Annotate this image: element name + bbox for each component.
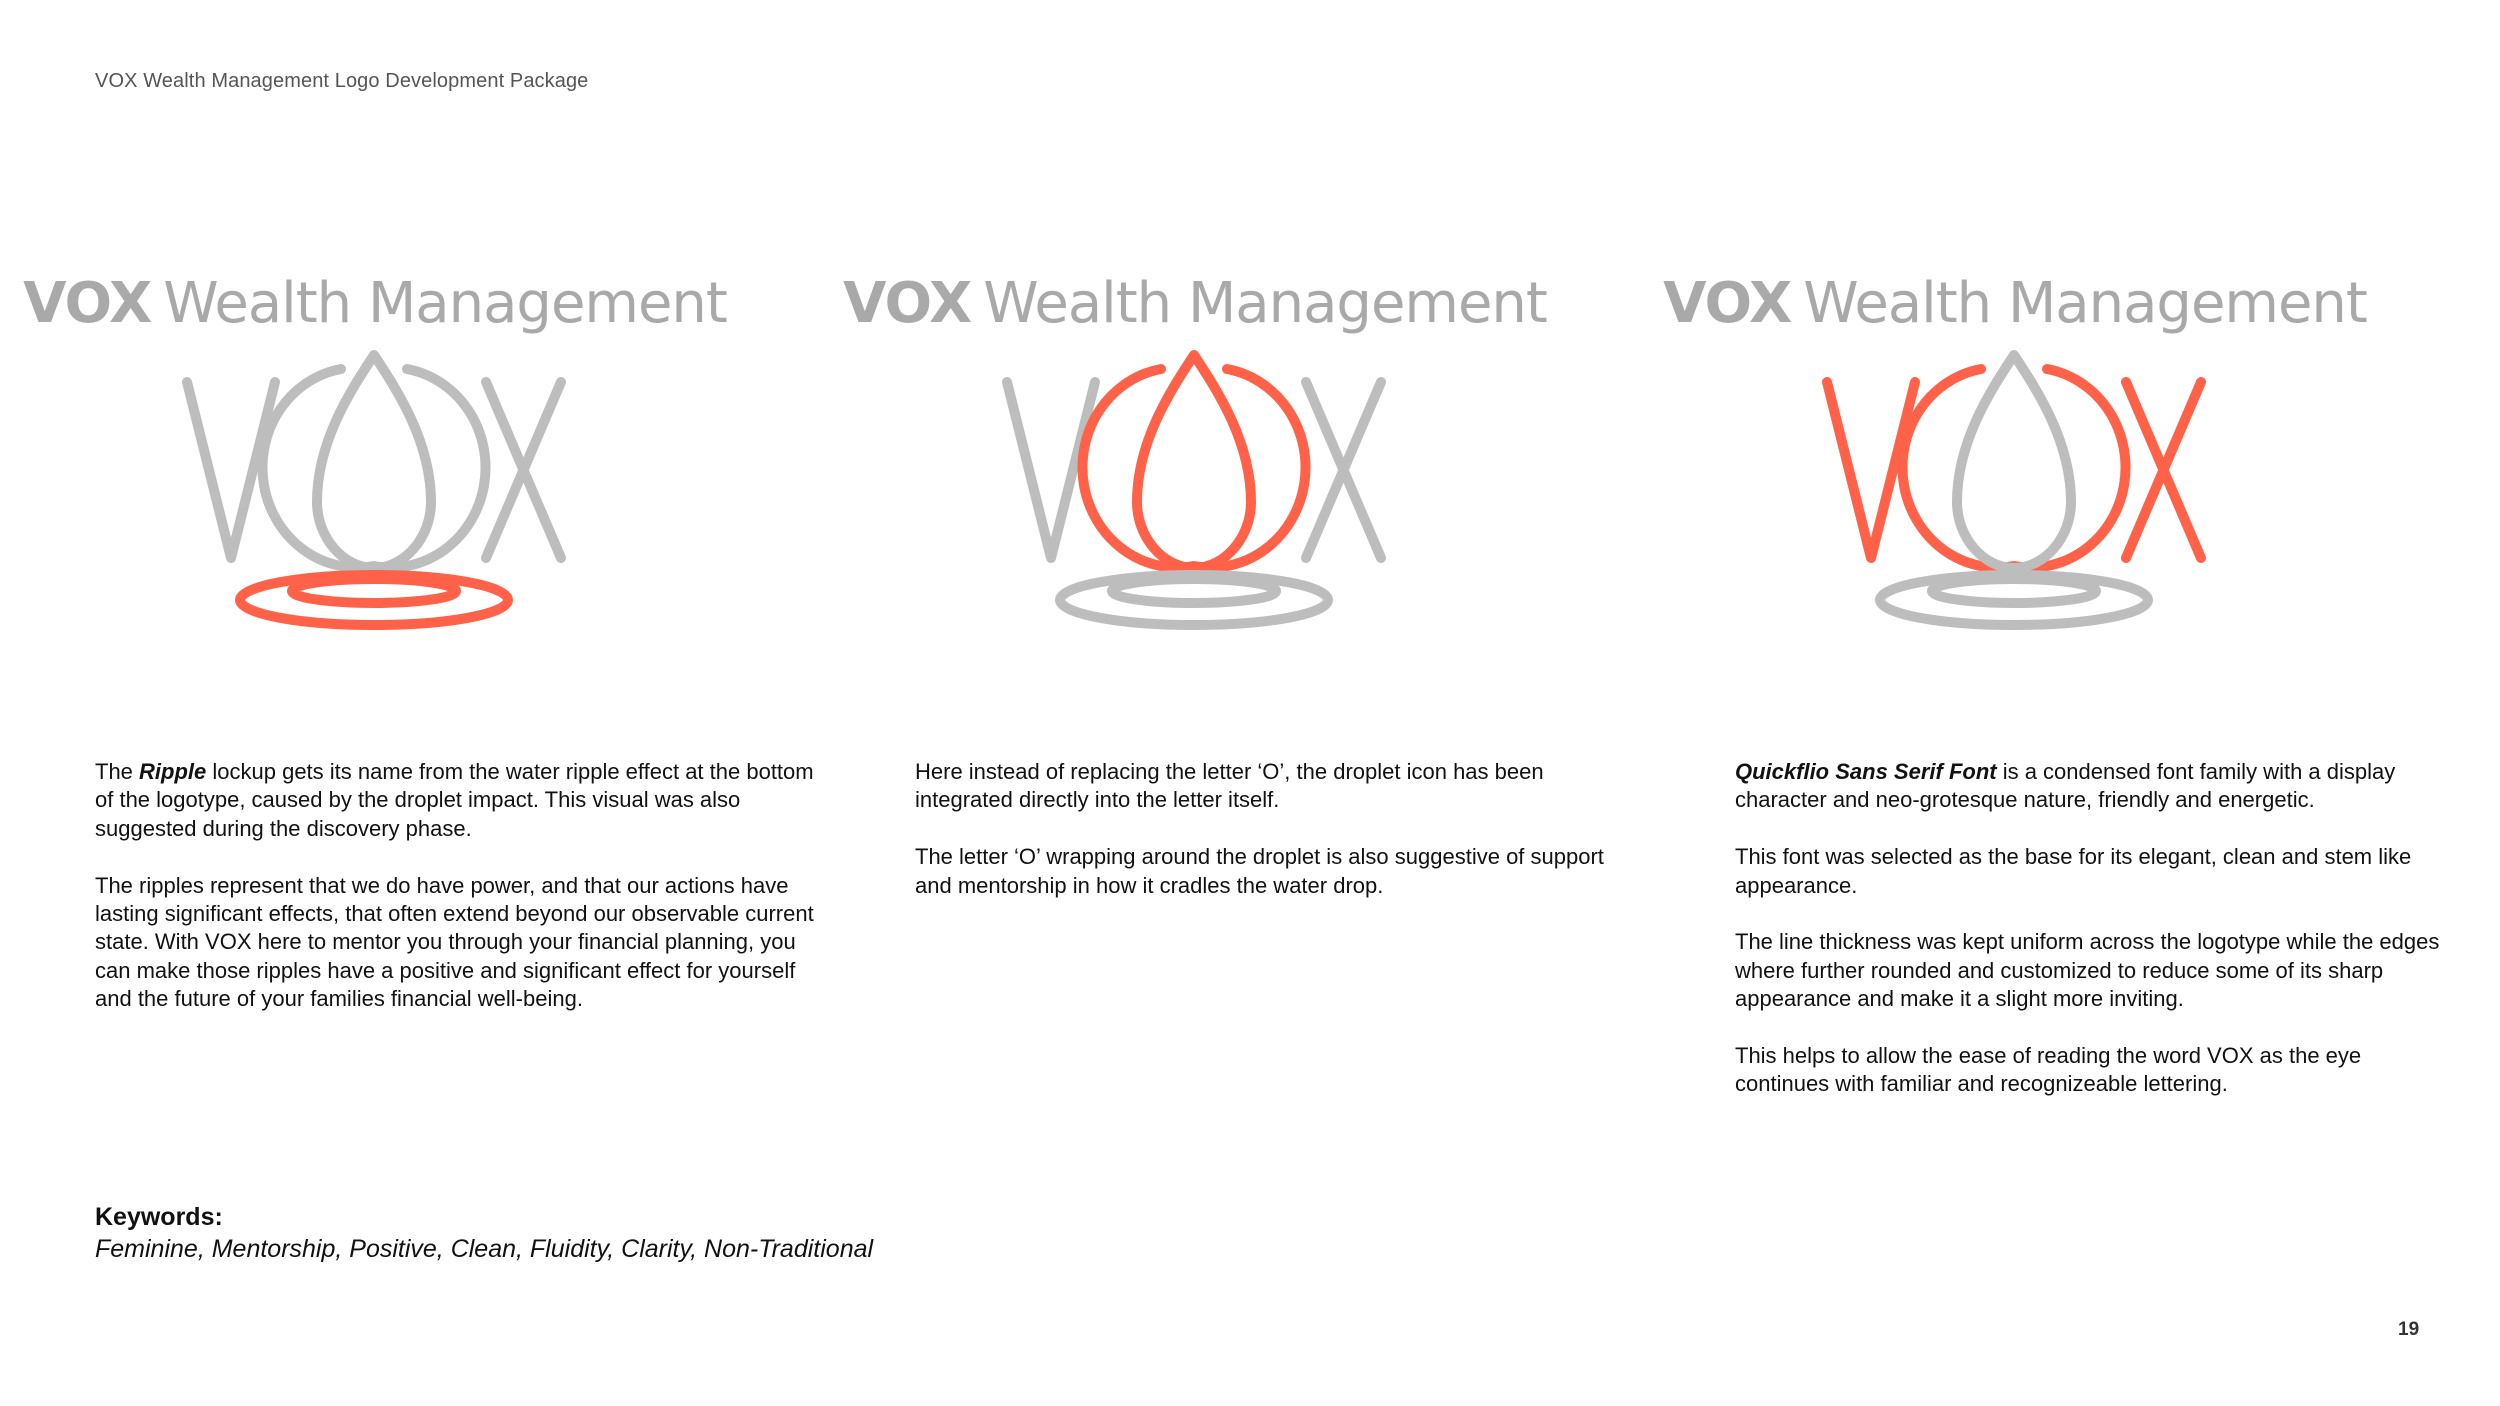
keywords-list: Feminine, Mentorship, Positive, Clean, Fluidity, Clarity, Non-Traditional: [95, 1235, 874, 1263]
logo-wordmark: [23, 271, 727, 336]
column-font-description: [1735, 758, 2455, 1127]
vox-logo-graphic: [843, 262, 1547, 652]
logo-lockup-2: [843, 262, 1547, 652]
droplet-icon: [317, 355, 431, 568]
wordmark-vox: VOX: [1663, 271, 1792, 336]
paragraph-text: lockup gets its name from the water ripple effect at the bottom of the logotype, caused by the droplet impact. This visual was also suggested during the discovery phase.: [95, 759, 814, 841]
keywords-title: Keywords:: [95, 1203, 223, 1231]
paragraph: [1735, 843, 2455, 900]
letter-o-ring: [262, 369, 485, 568]
ripple-inner: [292, 579, 456, 603]
letter-x: [1306, 382, 1381, 558]
column-ripple-description: [95, 758, 815, 1042]
paragraph-text: Here instead of replacing the letter ‘O’, the droplet icon has been integrated directly into the letter itself.: [915, 759, 1544, 813]
paragraph: [1735, 928, 2455, 1013]
ripple-inner: [1112, 579, 1276, 603]
paragraph-text: The ripples represent that we do have power, and that our actions have lasting significant effects, that often extend beyond our observable current state. With VOX here to mentor you through your financial planning, you can make those ripples have a positive and significant effect for yourself and the future of your families financial well-being.: [95, 872, 814, 1012]
wordmark-wealth-management: Wealth Management: [1803, 271, 2367, 336]
paragraph: [915, 758, 1635, 815]
letter-x: [2126, 382, 2201, 558]
logo-lockup-3: [1663, 262, 2367, 652]
paragraph-emphasis: Quickflio Sans Serif Font: [1735, 759, 1997, 784]
ripple-inner: [1932, 579, 2096, 603]
vox-logo-graphic: [1663, 262, 2367, 652]
keywords-block: [95, 1201, 873, 1265]
paragraph-text: is a condensed font family with a display character and neo-grotesque nature, friendly and energetic.: [1735, 759, 2396, 813]
paragraph: [95, 872, 815, 1014]
wordmark-wealth-management: Wealth Management: [983, 271, 1547, 336]
paragraph: [915, 843, 1635, 900]
letter-o-ring: [1902, 369, 2125, 568]
paragraph-lead: The: [95, 759, 140, 784]
logo-wordmark: [1663, 271, 2367, 336]
vox-logo-graphic: [23, 262, 727, 652]
droplet-icon: [1137, 355, 1251, 568]
paragraph: [1735, 1042, 2455, 1099]
column-integrated-o-description: [915, 758, 1635, 928]
paragraph: [1735, 758, 2455, 815]
wordmark-wealth-management: Wealth Management: [163, 271, 727, 336]
paragraph-text: The letter ‘O’ wrapping around the droplet is also suggestive of support and mentorship in how it cradles the water drop.: [915, 844, 1604, 898]
logo-wordmark: [843, 271, 1547, 336]
wordmark-vox: VOX: [23, 271, 152, 336]
document-header: VOX Wealth Management Logo Development Package: [95, 70, 589, 92]
paragraph-text: This font was selected as the base for its elegant, clean and stem like appearance.: [1735, 844, 2412, 898]
paragraph-text: This helps to allow the ease of reading the word VOX as the eye continues with familiar and recognizeable lettering.: [1735, 1043, 2362, 1097]
logo-lockup-1: [23, 262, 727, 652]
letter-o-ring: [1082, 369, 1305, 568]
droplet-icon: [1957, 355, 2071, 568]
paragraph: [95, 758, 815, 843]
paragraph-text: The line thickness was kept uniform across the logotype while the edges where further rounded and customized to reduce some of its sharp appearance and make it a slight more inviting.: [1735, 929, 2440, 1012]
wordmark-vox: VOX: [843, 271, 972, 336]
page-number: 19: [2398, 1319, 2420, 1340]
paragraph-emphasis: Ripple: [139, 759, 207, 784]
letter-x: [486, 382, 561, 558]
